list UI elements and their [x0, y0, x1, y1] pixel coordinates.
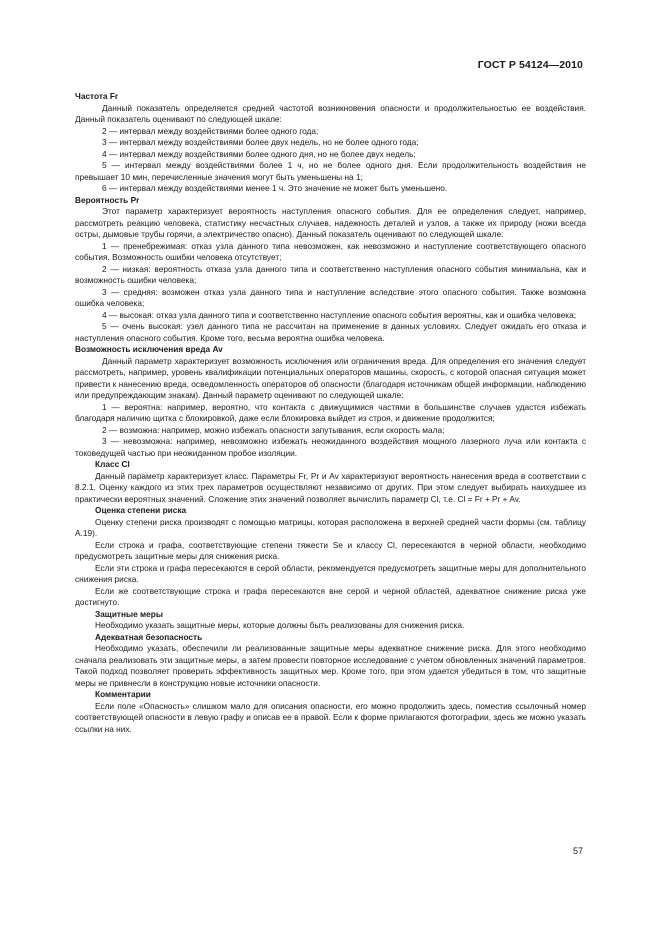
paragraph: Если же соответствующие строка и графа пересекаются вне серой и черной областей, адекватное снижение риска уже достигнуто.	[75, 585, 586, 607]
heading-risk-assessment: Оценка степени риска	[95, 505, 187, 515]
scale-item: 4 — интервал между воздействиями более одного дня, но не более двух недель;	[102, 148, 416, 159]
heading-avoidance: Возможность исключения вреда Av	[75, 344, 223, 354]
scale-item: 3 — интервал между воздействиями более двух недель, но не более одного года;	[102, 137, 419, 147]
heading-protective-measures: Защитные меры	[95, 608, 163, 619]
heading-probability: Вероятность Pr	[75, 194, 140, 205]
paragraph: Оценку степени риска производят с помощью матрицы, которая расположена в верхней средней части формы (см. таблицу А.19).	[75, 516, 586, 538]
standard-code: ГОСТ Р 54124—2010	[477, 59, 583, 71]
paragraph: Данный параметр характеризует возможность исключения или ограничения вреда. Для определения его значения следует рассмотреть, например, уровень квалификации потенциальных операторов машины, скорость, с которой опасная ситуация может привести к нанесению вреда, осведомленность операторов об опасности (благодаря источникам общей информации, наблюдению или предупреждающим знакам). Данный параметр оценивают по следующей шкале:	[75, 355, 586, 400]
heading-frequency: Частота Fr	[75, 91, 119, 101]
scale-item: 5 — интервал между воздействиями более 1 ч, но не более одного дня. Если продолжительность воздействия не превышает 10 мин, перечисленные значения могут быть уменьшены на 1;	[75, 160, 586, 182]
scale-item: 5 — очень высокая: узел данного типа не рассчитан на применение в данных условиях. Следует ожидать его отказа и наступления опасного события. Кроме того, весьма вероятна ошибка человека.	[75, 321, 586, 343]
scale-item: 1 — пренебрежимая: отказ узла данного типа невозможен, как невозможно и наступление соответствующего опасного события. Возможность ошибки человека отсутствует;	[75, 240, 586, 262]
paragraph: Если строка и графа, соответствующие степени тяжести Se и классу Cl, пересекаются в черной области, необходимо предусмотреть защитные меры для снижения риска.	[75, 539, 586, 561]
scale-item: 4 — высокая: отказ узла данного типа и соответственно наступление опасного события вероятны, как и ошибка человека;	[102, 309, 577, 320]
scale-item: 3 — невозможна: например, невозможно избежать неожиданного воздействия мощного лазерного луча или контакта с токоведущей частью при неожиданном пробое изоляции.	[75, 436, 586, 458]
scale-item: 2 — низкая: вероятность отказа узла данного типа и соответственно наступления опасного события минимальна, как и возможность ошибки человека;	[75, 263, 586, 285]
heading-class: Класс Cl	[95, 459, 130, 469]
heading-comments: Комментарии	[95, 689, 151, 699]
paragraph: Данный показатель определяется средней частотой возникновения опасности и продолжительностью ее воздействия. Данный показатель оценивают по следующей шкале:	[75, 102, 586, 124]
paragraph: Данный параметр характеризует класс. Параметры Fr, Pr и Av характеризуют вероятность нанесения вреда в соответствии с 8.2.1. Оценку каждого из этих трех параметров осуществляют независимо от других. При этом следует выбирать наихудшее из практически вероятных значений. Сложение этих значений позволяет вычислить параметр Cl, т.е. Cl = Fr + Pr + Av.	[75, 470, 586, 504]
heading-adequate-safety: Адекватная безопасность	[95, 631, 203, 642]
paragraph: Этот параметр характеризует вероятность наступления опасного события. Для ее определения следует, например, рассмотреть реакцию человека, статистику несчастных случаев, надежность деталей и узлов, а также их природу (ножи всегда остры, дымовые трубы горячи, а электричество опасно). Данный показатель оценивают по следующей шкале:	[75, 206, 586, 239]
scale-item: 6 — интервал между воздействиями менее 1 ч. Это значение не может быть уменьшено.	[102, 183, 448, 193]
paragraph: Необходимо указать защитные меры, которые должны быть реализованы для снижения риска.	[95, 620, 465, 630]
paragraph: Если эти строка и графа пересекаются в серой области, рекомендуется предусмотреть защитные меры для дополнительного снижения риска.	[75, 562, 586, 584]
paragraph: Необходимо указать, обеспечили ли реализованные защитные меры адекватное снижение риска. Для этого необходимо сначала реализовать эти защитные меры, а затем провести повторное исследование с учетом обновленных значений параметров. Такой подход позволяет проверить эффективность защитных мер. Кроме того, при этом удается убедиться в том, что защитные меры не привнесли в конструкцию новые источники опасности.	[75, 643, 586, 688]
scale-item: 2 — возможна: например, можно избежать опасности запутывания, если скорость мала;	[102, 424, 445, 435]
page-number: 57	[572, 846, 583, 856]
scale-item: 2 — интервал между воздействиями более одного года;	[102, 125, 319, 136]
scale-item: 3 — средняя: возможен отказ узла данного типа и наступление вследствие этого опасного события. Также возможна ошибка человека;	[75, 286, 586, 308]
paragraph: Если поле «Опасность» слишком мало для описания опасности, его можно продолжить здесь, поместив ссылочный номер соответствующей опасности в левую графу и описав ее в правой. Если к форме прилагаются фотографии, здесь же можно указать ссылки на них.	[75, 700, 586, 734]
document-body	[75, 91, 586, 735]
scale-item: 1 — вероятна: например, вероятно, что контакта с движущимися частями в большинстве случаев удастся избежать благодаря наличию щитка с блокировкой, даже если блокировка выйдет из строя, и движение продолжится;	[75, 401, 586, 423]
